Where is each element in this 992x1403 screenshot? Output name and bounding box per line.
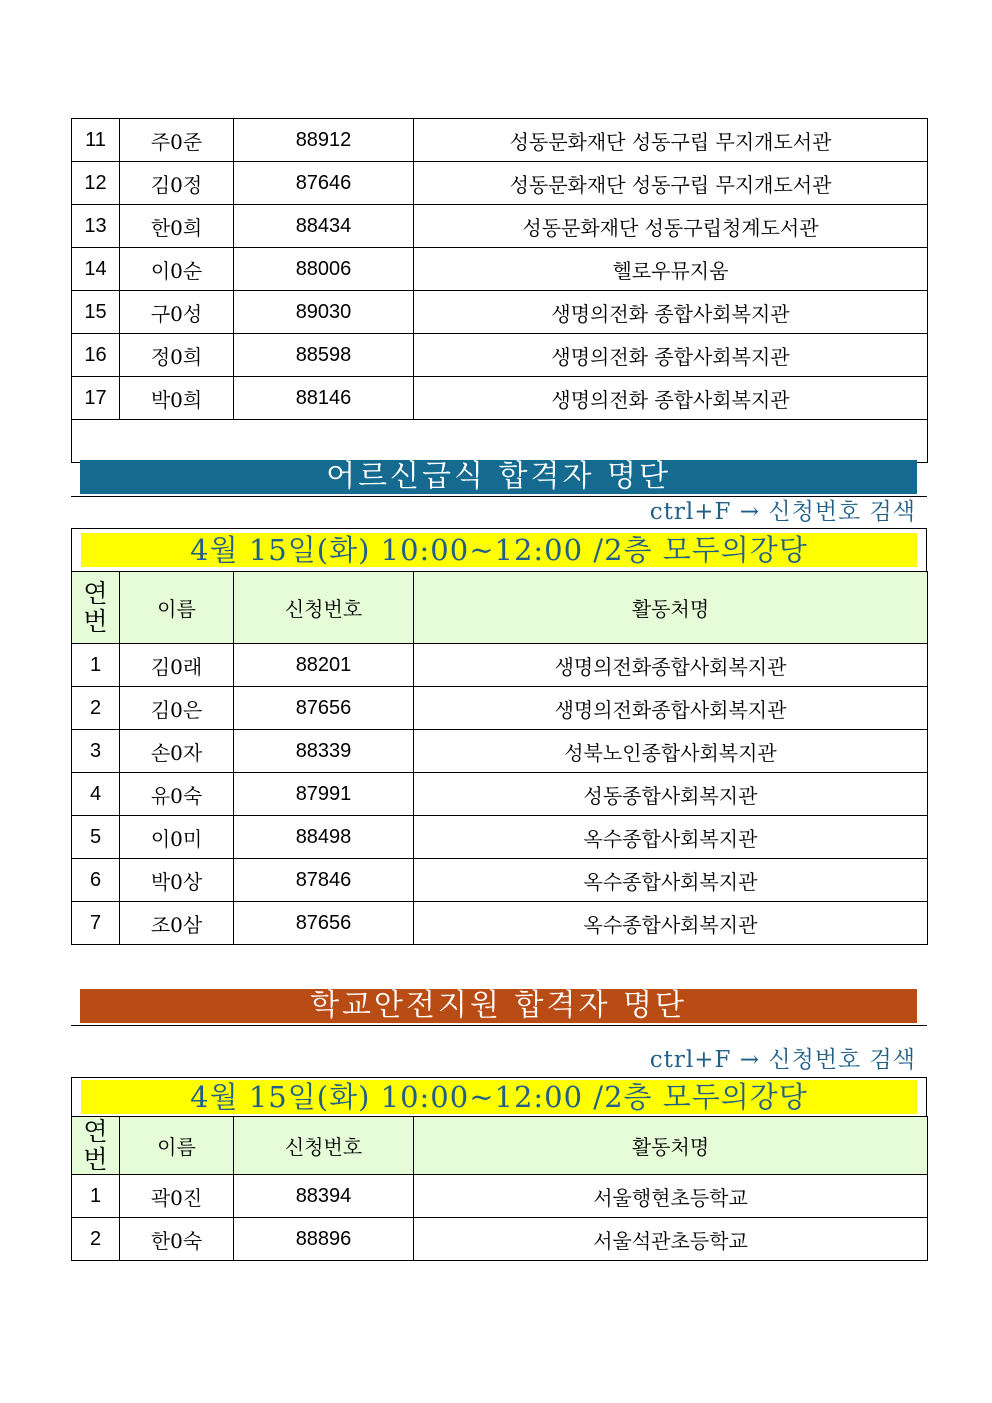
row-name: 정0희 [120, 334, 234, 377]
row-code: 88339 [234, 730, 414, 773]
header-place: 활동처명 [414, 1117, 928, 1175]
row-place: 옥수종합사회복지관 [414, 859, 928, 902]
section1-title: 어르신급식 합격자 명단 [326, 459, 671, 494]
row-number: 13 [72, 205, 120, 248]
row-number: 6 [72, 859, 120, 902]
row-name: 손0자 [120, 730, 234, 773]
header-code: 신청번호 [234, 572, 414, 644]
row-name: 박0희 [120, 377, 234, 420]
table-row [72, 205, 928, 248]
section1-date-line: 4월 15일(화) 10:00~12:00 /2층 모두의강당 [81, 533, 917, 567]
row-code: 88598 [234, 334, 414, 377]
top-table [71, 118, 928, 463]
row-place: 헬로우뮤지움 [414, 248, 928, 291]
table-row [72, 377, 928, 420]
section2-date-line: 4월 15일(화) 10:00~12:00 /2층 모두의강당 [81, 1080, 917, 1114]
row-place: 성동문화재단 성동구립청계도서관 [414, 205, 928, 248]
row-code: 87656 [234, 902, 414, 945]
header-name: 이름 [120, 1117, 234, 1175]
row-number: 17 [72, 377, 120, 420]
row-code: 88896 [234, 1218, 414, 1261]
row-code: 87846 [234, 859, 414, 902]
row-number: 14 [72, 248, 120, 291]
row-code: 89030 [234, 291, 414, 334]
row-number: 1 [72, 644, 120, 687]
row-name: 이0미 [120, 816, 234, 859]
row-place: 생명의전화종합사회복지관 [414, 644, 928, 687]
row-number: 7 [72, 902, 120, 945]
row-number: 3 [72, 730, 120, 773]
row-code: 88434 [234, 205, 414, 248]
row-code: 88201 [234, 644, 414, 687]
row-number: 4 [72, 773, 120, 816]
table-row [72, 119, 928, 162]
row-place: 성동문화재단 성동구립 무지개도서관 [414, 162, 928, 205]
section2-date-box [71, 1077, 927, 1117]
header-index: 연번 [72, 572, 120, 644]
table-row [72, 687, 928, 730]
section1-date-box [71, 528, 927, 572]
row-number: 2 [72, 687, 120, 730]
row-name: 곽0진 [120, 1175, 234, 1218]
row-place: 생명의전화 종합사회복지관 [414, 291, 928, 334]
table-row [72, 644, 928, 687]
row-place: 성북노인종합사회복지관 [414, 730, 928, 773]
row-name: 김0래 [120, 644, 234, 687]
table-row [72, 1175, 928, 1218]
row-place: 옥수종합사회복지관 [414, 902, 928, 945]
header-place: 활동처명 [414, 572, 928, 644]
header-code: 신청번호 [234, 1117, 414, 1175]
empty-cell [72, 420, 928, 463]
table-row [72, 730, 928, 773]
row-place: 생명의전화종합사회복지관 [414, 687, 928, 730]
row-number: 1 [72, 1175, 120, 1218]
row-name: 조0삼 [120, 902, 234, 945]
row-place: 생명의전화 종합사회복지관 [414, 377, 928, 420]
empty-row [72, 420, 928, 463]
row-place: 서울행현초등학교 [414, 1175, 928, 1218]
row-name: 한0숙 [120, 1218, 234, 1261]
table-row [72, 902, 928, 945]
section1-table [71, 571, 928, 945]
row-name: 김0은 [120, 687, 234, 730]
table-row [72, 162, 928, 205]
section1-search-hint: ctrl+F → 신청번호 검색 [649, 499, 916, 525]
row-code: 88912 [234, 119, 414, 162]
row-name: 한0희 [120, 205, 234, 248]
row-number: 2 [72, 1218, 120, 1261]
row-code: 87991 [234, 773, 414, 816]
table-header-row [72, 572, 928, 644]
row-code: 88006 [234, 248, 414, 291]
row-place: 생명의전화 종합사회복지관 [414, 334, 928, 377]
row-code: 87656 [234, 687, 414, 730]
row-code: 87646 [234, 162, 414, 205]
table-row [72, 773, 928, 816]
table-row [72, 291, 928, 334]
row-name: 박0상 [120, 859, 234, 902]
row-place: 옥수종합사회복지관 [414, 816, 928, 859]
row-name: 주0준 [120, 119, 234, 162]
header-index: 연번 [72, 1117, 120, 1175]
row-place: 성동종합사회복지관 [414, 773, 928, 816]
table-row [72, 1218, 928, 1261]
row-number: 11 [72, 119, 120, 162]
row-name: 이0순 [120, 248, 234, 291]
row-place: 성동문화재단 성동구립 무지개도서관 [414, 119, 928, 162]
row-code: 88146 [234, 377, 414, 420]
row-name: 구0성 [120, 291, 234, 334]
section2-search-hint: ctrl+F → 신청번호 검색 [649, 1047, 916, 1073]
row-code: 88394 [234, 1175, 414, 1218]
section2-table [71, 1116, 928, 1261]
section2-title-banner [80, 989, 917, 1023]
header-name: 이름 [120, 572, 234, 644]
row-number: 12 [72, 162, 120, 205]
table-row [72, 334, 928, 377]
row-name: 유0숙 [120, 773, 234, 816]
section2-divider [71, 1025, 927, 1026]
section1-title-banner [80, 460, 917, 494]
table-header-row [72, 1117, 928, 1175]
row-place: 서울석관초등학교 [414, 1218, 928, 1261]
table-row [72, 248, 928, 291]
row-number: 15 [72, 291, 120, 334]
row-name: 김0정 [120, 162, 234, 205]
table-row [72, 816, 928, 859]
row-number: 5 [72, 816, 120, 859]
section2-title: 학교안전지원 합격자 명단 [310, 988, 687, 1023]
table-row [72, 859, 928, 902]
row-number: 16 [72, 334, 120, 377]
row-code: 88498 [234, 816, 414, 859]
